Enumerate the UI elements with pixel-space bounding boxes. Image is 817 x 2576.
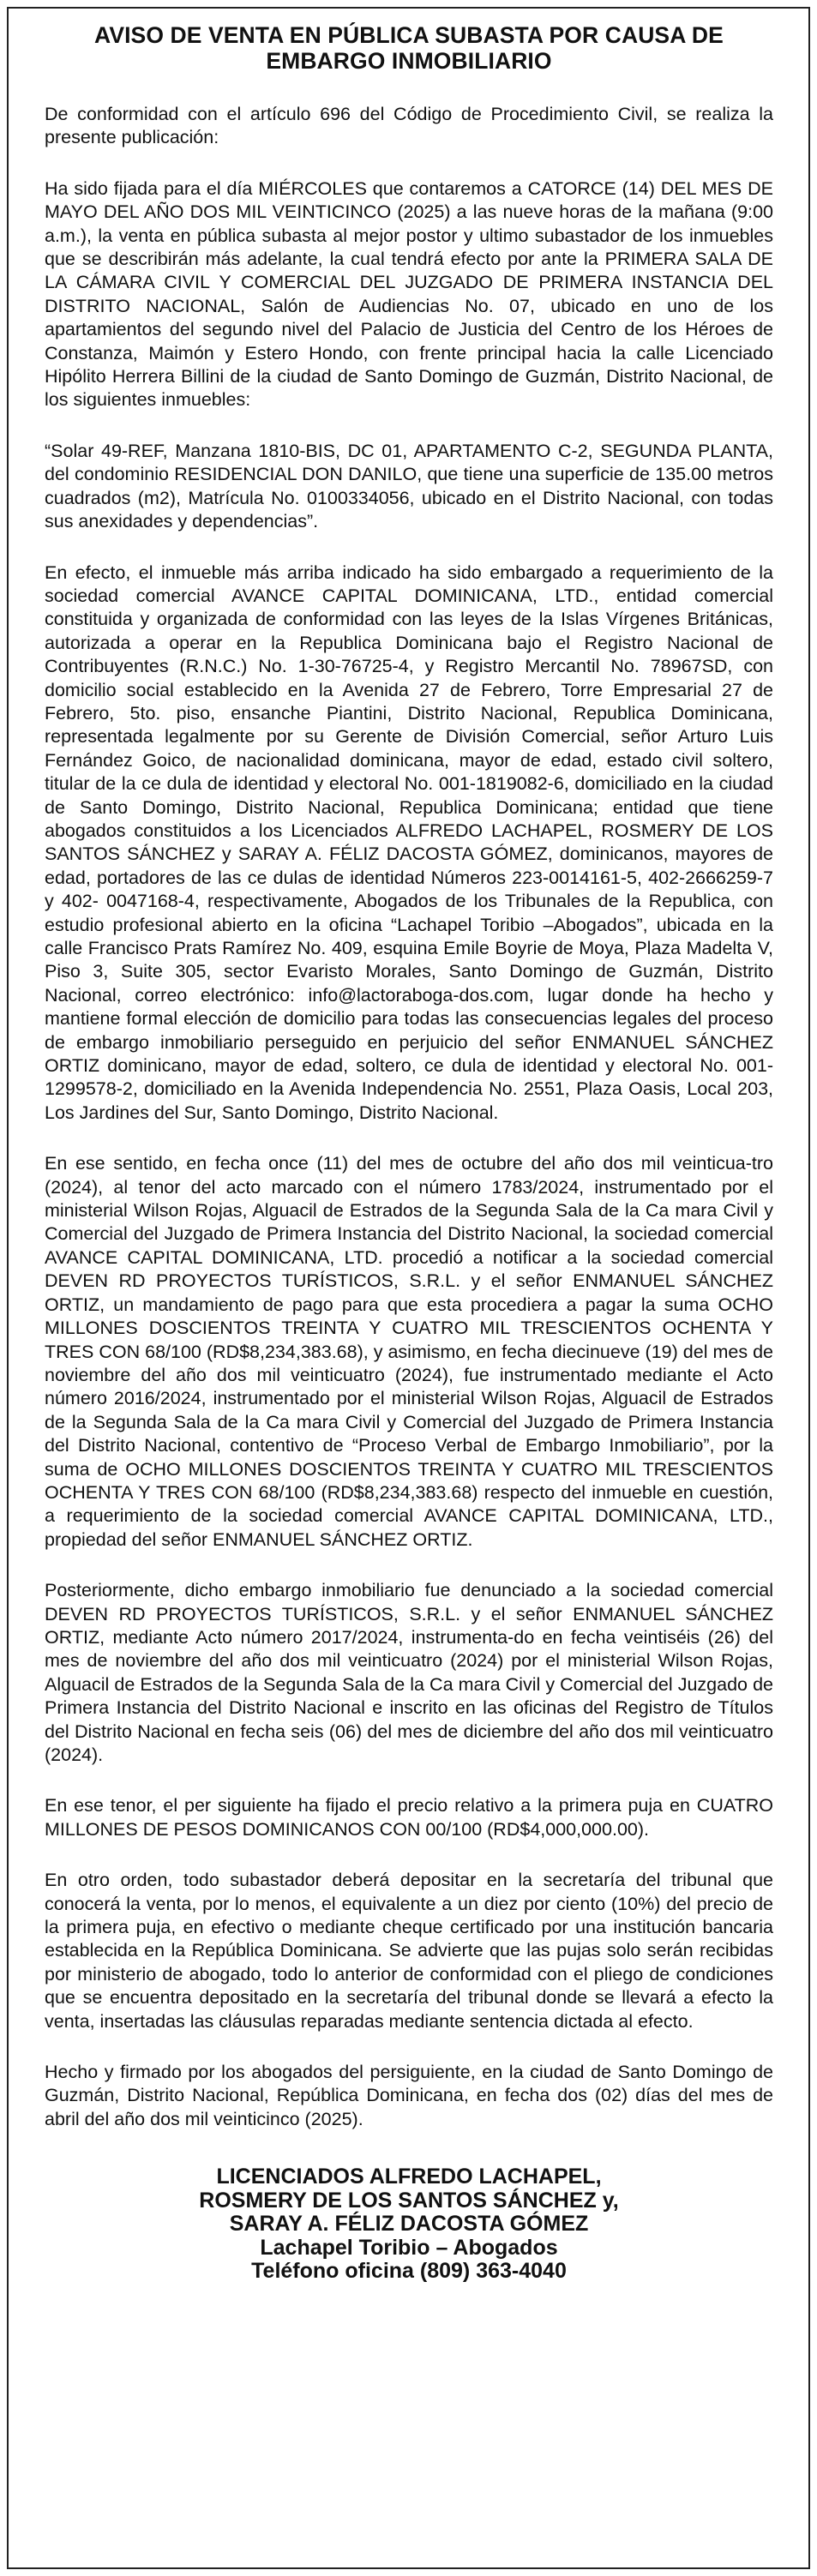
paragraph-auction-date: Ha sido fijada para el día MIÉRCOLES que contaremos a CATORCE (14) DEL MES DE MAYO DEL AÑO DOS MIL VEINTICINCO (2025) a las nueve horas de la mañana (9:00 a.m.), la venta en pública subasta al mejor postor y ultimo subastador de los inmuebles que se describirán más adelante, la cual tendrá efecto por ante la PRIMERA SALA DE LA CÁMARA CIVIL Y COMERCIAL DEL JUZGADO DE PRIMERA INSTANCIA DEL DISTRITO NACIONAL, Salón de Audiencias No. 07, ubicado en uno de los apartamientos del segundo nivel del Palacio de Justicia del Centro de los Héroes de Constanza, Maimón y Estero Hondo, con frente principal hacia la calle Licenciado Hipólito Herrera Billini de la ciudad de Santo Domingo de Guzmán, Distrito Nacional, de los siguientes inmuebles:	[45, 177, 773, 411]
notice-title	[45, 22, 773, 74]
signature-phone: Teléfono oficina (809) 363-4040	[251, 2259, 567, 2284]
paragraph-payment-order: En ese sentido, en fecha once (11) del mes de octubre del año dos mil veinticua-tro (2024), al tenor del acto marcado con el número 1783/2024, instrumentado por el ministerial Wilson Rojas, Alguacil de Estrados de la Segunda Sala de la Ca mara Civil y Comercial del Juzgado de Primera Instancia del Distrito Nacional, la sociedad comercial AVANCE CAPITAL DOMINICANA, LTD. procedió a notificar a la sociedad comercial DEVEN RD PROYECTOS TURÍSTICOS, S.R.L. y el señor ENMANUEL SÁNCHEZ ORTIZ, un mandamiento de pago para que esta procediera a pagar la suma OCHO MILLONES DOSCIENTOS TREINTA Y CUATRO MIL TRESCIENTOS OCHENTA Y TRES CON 68/100 (RD$8,234,383.68), y asimismo, en fecha diecinueve (19) del mes de noviembre del año dos mil veinticuatro (2024), fue instrumentado mediante el Acto número 2016/2024, instrumentado por el ministerial Wilson Rojas, Alguacil de Estrados de la Segunda Sala de la Ca mara Civil y Comercial del Juzgado de Primera Instancia del Distrito Nacional, contentivo de “Proceso Verbal de Embargo Inmobiliario”, por la suma de OCHO MILLONES DOSCIENTOS TREINTA Y CUATRO MIL TRESCIENTOS OCHENTA Y TRES CON 68/100 (RD$8,234,383.68) respecto del inmueble en cuestión, a requerimiento de la sociedad comercial AVANCE CAPITAL DOMINICANA, LTD., propiedad del señor ENMANUEL SÁNCHEZ ORTIZ.	[45, 1153, 773, 1550]
paragraph-signed-date: Hecho y firmado por los abogados del persiguiente, en la ciudad de Santo Domingo de Guzmán, Distrito Nacional, República Dominicana, en fecha dos (02) días del mes de abril del año dos mil veinticinco (2025).	[45, 2062, 773, 2129]
signature-line-4: Lachapel Toribio – Abogados	[260, 2235, 558, 2260]
signature-line-3: SARAY A. FÉLIZ DACOSTA GÓMEZ	[229, 2212, 589, 2237]
legal-notice	[45, 22, 773, 2284]
paragraph-denunciation: Posteriormente, dicho embargo inmobiliario fue denunciado a la sociedad comercial DEVEN RD PROYECTOS TURÍSTICOS, S.R.L. y el señor ENMANUEL SÁNCHEZ ORTIZ, mediante Acto número 2017/2024, instrumenta-do en fecha veintiséis (26) del mes de noviembre del año dos mil veinticuatro (2024) por el ministerial Wilson Rojas, Alguacil de Estrados de la Segunda Sala de la Ca mara Civil y Comercial del Juzgado de Primera Instancia del Distrito Nacional e inscrito en las oficinas del Registro de Títulos del Distrito Nacional en fecha seis (06) del mes de diciembre del año dos mil veinticuatro (2024).	[45, 1580, 773, 1765]
notice-title-line-1: AVISO DE VENTA EN PÚBLICA SUBASTA POR CAUSA DE	[94, 22, 724, 48]
notice-title-line-2: EMBARGO INMOBILIARIO	[266, 48, 552, 74]
paragraph-property-description: “Solar 49-REF, Manzana 1810-BIS, DC 01, APARTAMENTO C-2, SEGUNDA PLANTA, del condominio RESIDENCIAL DON DANILO, que tiene una superficie de 135.00 metros cuadrados (m2), Matrícula No. 0100334056, ubicado en el Distrito Nacional, con todas sus anexidades y dependencias”.	[45, 440, 773, 532]
paragraph-intro: De conformidad con el artículo 696 del Código de Procedimiento Civil, se realiza la presente publicación:	[45, 104, 773, 148]
signature-block	[45, 2165, 773, 2284]
signature-line-2: ROSMERY DE LOS SANTOS SÁNCHEZ y,	[199, 2188, 619, 2213]
signature-line-1: LICENCIADOS ALFREDO LACHAPEL,	[216, 2165, 602, 2189]
paragraph-deposit-conditions: En otro orden, todo subastador deberá depositar en la secretaría del tribunal que conocerá la venta, por lo menos, el equivalente a un diez por ciento (10%) del precio de la primera puja, en efectivo o mediante cheque certificado por una institución bancaria establecida en la República Dominicana. Se advierte que las pujas solo serán recibidas por ministerio de abogado, todo lo anterior de conformidad con el pliego de condiciones que se encuentra depositado en la secretaría del tribunal donde se llevará a efecto la venta, insertadas las cláusulas reparadas mediante sentencia dictada al efecto.	[45, 1870, 773, 2032]
paragraph-seizing-creditor: En efecto, el inmueble más arriba indicado ha sido embargado a requerimiento de la sociedad comercial AVANCE CAPITAL DOMINICANA, LTD., entidad comercial constituida y organizada de conformidad con las leyes de la Islas Vírgenes Británicas, autorizada a operar en la Republica Dominicana bajo el Registro Nacional de Contribuyentes (R.N.C.) No. 1-30-76725-4, y Registro Mercantil No. 78967SD, con domicilio social establecido en la Avenida 27 de Febrero, Torre Empresarial 27 de Febrero, 5to. piso, ensanche Piantini, Distrito Nacional, Republica Dominicana, representada legalmente por su Gerente de División Comercial, señor Arturo Luis Fernández Goico, de nacionalidad dominicana, mayor de edad, estado civil soltero, titular de la ce dula de identidad y electoral No. 001-1819082-6, domiciliado en la ciudad de Santo Domingo, Distrito Nacional, Republica Dominicana; entidad que tiene abogados constituidos a los Licenciados ALFREDO LACHAPEL, ROSMERY DE LOS SANTOS SÁNCHEZ y SARAY A. FÉLIZ DACOSTA GÓMEZ, dominicanos, mayores de edad, portadores de las ce dulas de identidad Números 223-0014161-5, 402-2666259-7 y 402- 0047168-4, respectivamente, Abogados de los Tribunales de la Republica, con estudio profesional abierto en la oficina “Lachapel Toribio –Abogados”, ubicada en la calle Francisco Prats Ramírez No. 409, esquina Emile Boyrie de Moya, Plaza Madelta V, Piso 3, Suite 305, sector Evaristo Morales, Santo Domingo de Guzmán, Distrito Nacional, correo electrónico: info@lactoraboga-dos.com, lugar donde ha hecho y mantiene formal elección de domicilio para todas las consecuencias legales del proceso de embargo inmobiliario perseguido en perjuicio del señor ENMANUEL SÁNCHEZ ORTIZ dominicano, mayor de edad, soltero, ce dula de identidad y electoral No. 001-1299578-2, domiciliado en la Avenida Independencia No. 2551, Plaza Oasis, Local 203, Los Jardines del Sur, Santo Domingo, Distrito Nacional.	[45, 561, 773, 1123]
paragraph-first-bid-price: En ese tenor, el per siguiente ha fijado el precio relativo a la primera puja en CUATRO MILLONES DE PESOS DOMINICANOS CON 00/100 (RD$4,000,000.00).	[45, 1795, 773, 1840]
